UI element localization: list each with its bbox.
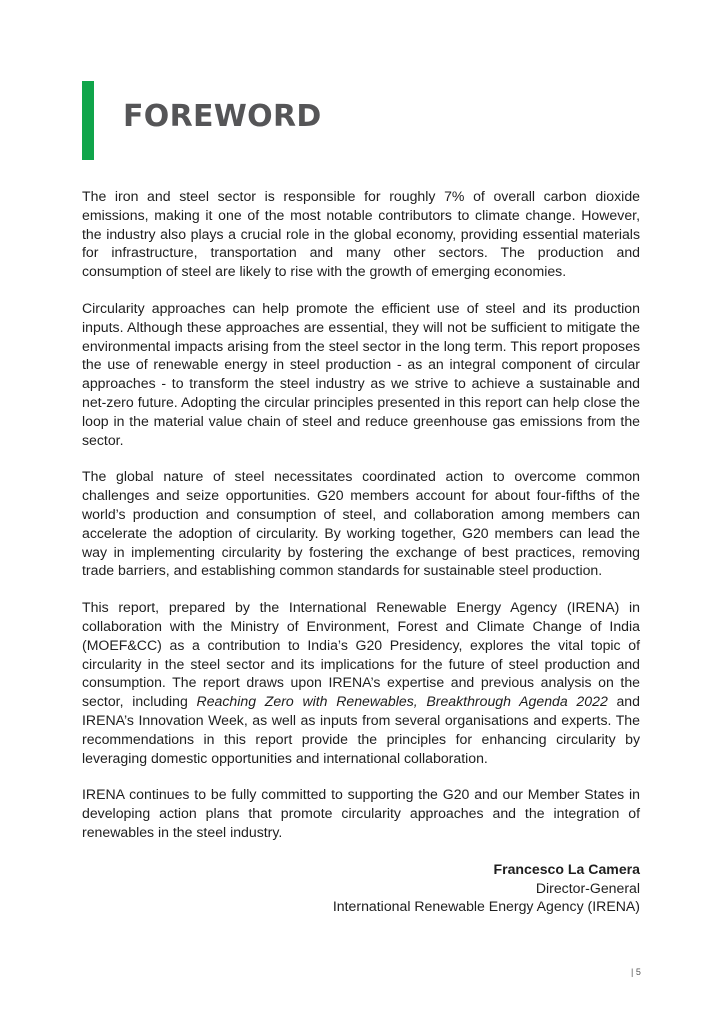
signatory-organisation: International Renewable Energy Agency (IRENA): [332, 898, 640, 915]
paragraph-4: [82, 598, 640, 767]
page-number: | 5: [631, 967, 641, 977]
paragraph-5: IRENA continues to be fully committed to supporting the G20 and our Member States in developing action plans that promote circularity approaches and the integration of renewables in the steel industry.: [82, 786, 640, 840]
signature-block: [82, 860, 640, 916]
paragraph-1: The iron and steel sector is responsible for roughly 7% of overall carbon dioxide emissions, making it one of the most notable contributors to climate change. However, the industry also plays a crucial role in the global economy, providing essential materials for infrastructure, transportation and many other sectors. The production and consumption of steel are likely to rise with the growth of emerging economies.: [82, 188, 640, 280]
page-title: FOREWORD: [123, 99, 322, 134]
paragraph-3: The global nature of steel necessitates coordinated action to overcome common challenges and seize opportunities. G20 members account for about four-fifths of the world’s production and consumption of steel, and collaboration among members can accelerate the adoption of circularity. By working together, G20 members can lead the way in implementing circularity by fostering the exchange of best practices, removing trade barriers, and establishing common standards for sustainable steel production.: [82, 468, 640, 579]
paragraph-4-text-a: This report, prepared by the International Renewable Energy Agency (IRENA) in collaboration with the Ministry of Environment, Forest and Climate Change of India (MOEF&CC) as a contribution to India’s G20 Presidency, explores the vital topic of circularity in the steel sector and its implications for the future of steel production and consumption. The report draws upon IRENA’s expertise and previous analysis on the sector, including: [82, 599, 640, 710]
signatory-role: Director-General: [535, 879, 640, 896]
report-title-italic: Reaching Zero with Renewables, Breakthrough Agenda 2022: [196, 693, 608, 710]
foreword-body: [82, 187, 640, 916]
accent-bar: [82, 81, 94, 160]
signatory-name: Francesco La Camera: [493, 860, 640, 877]
paragraph-4-text-b: and IRENA’s Innovation Week, as well as inputs from several organisations and experts. The recommendations in this report provide the principles for enhancing circularity by leveraging domestic opportunities and international collaboration.: [82, 693, 640, 766]
paragraph-2: Circularity approaches can help promote the efficient use of steel and its production inputs. Although these approaches are essential, they will not be sufficient to mitigate the environmental impacts arising from the steel sector in the long term. This report proposes the use of renewable energy in steel production - as an integral component of circular approaches - to transform the steel industry as we strive to achieve a sustainable and net-zero future. Adopting the circular principles presented in this report can help close the loop in the material value chain of steel and reduce greenhouse gas emissions from the sector.: [82, 299, 640, 448]
